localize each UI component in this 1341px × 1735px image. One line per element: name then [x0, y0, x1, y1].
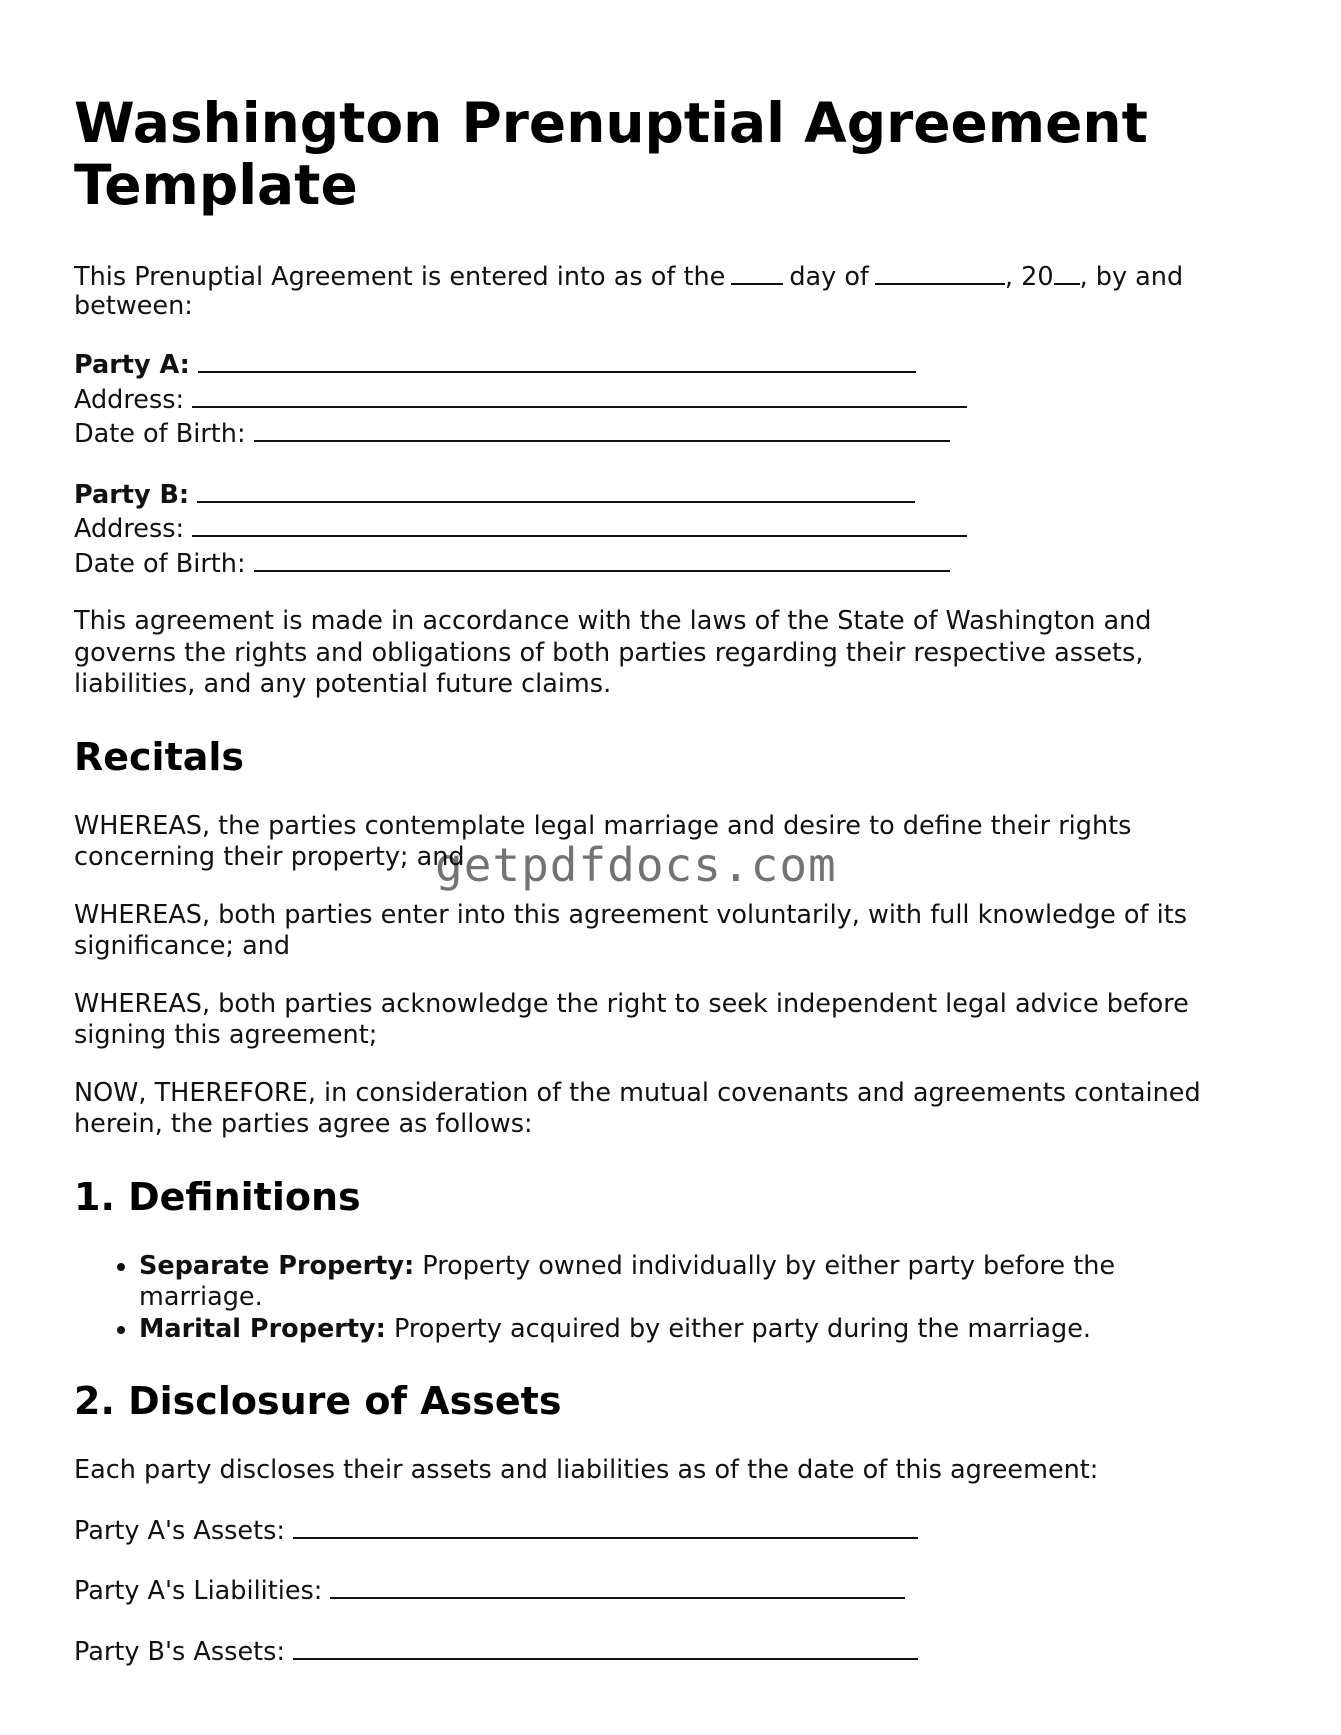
intro-text-3: , 20	[1004, 262, 1054, 292]
watermark-text: getpdfdocs.com	[435, 838, 837, 892]
governing-law-paragraph: This agreement is made in accordance with the laws of the State of Washington and governs the rights and obligations of both parties regarding their respective assets, liabilities, and any potential future claims.	[74, 606, 1152, 699]
party-b-name-blank[interactable]	[197, 477, 915, 503]
party-a-dob-label: Date of Birth:	[74, 419, 246, 449]
party-b-block	[74, 477, 1274, 581]
month-blank[interactable]	[875, 259, 1005, 285]
intro-text-1: This Prenuptial Agreement is entered into as of the	[74, 262, 726, 292]
intro-text-4: , by and	[1079, 262, 1184, 292]
party-b-address-blank[interactable]	[192, 511, 967, 537]
day-blank[interactable]	[731, 259, 783, 285]
party-a-assets-field	[74, 1513, 1274, 1548]
recital-item: WHEREAS, both parties acknowledge the right to seek independent legal advice before signing this agreement;	[74, 988, 1189, 1050]
party-a-liabilities-blank[interactable]	[330, 1573, 905, 1599]
party-b-assets-field	[74, 1634, 1274, 1669]
definitions-list	[74, 1251, 1239, 1346]
party-a-assets-blank[interactable]	[293, 1513, 918, 1539]
recital-item: WHEREAS, the parties contemplate legal marriage and desire to define their rights concerning their property; and	[74, 810, 1132, 872]
intro-text-5: between:	[74, 291, 193, 321]
party-a-liabilities-field	[74, 1573, 1274, 1608]
intro-paragraph	[74, 259, 1274, 321]
party-a-address-label: Address:	[74, 384, 185, 415]
party-b-address-label: Address:	[74, 514, 185, 544]
field-label: Party A's Assets:	[74, 1515, 285, 1546]
year-blank[interactable]	[1054, 259, 1080, 285]
recital-item: WHEREAS, both parties enter into this agreement voluntarily, with full knowledge of its significance; and	[74, 899, 1187, 961]
definition-term: Separate Property:	[139, 1250, 415, 1281]
definitions-heading: 1. Definitions	[74, 1174, 361, 1219]
party-b-label: Party B:	[74, 479, 190, 510]
recitals-heading: Recitals	[74, 734, 245, 779]
disclosure-intro: Each party discloses their assets and liabilities as of the date of this agreement:	[74, 1455, 1099, 1485]
document-title: Washington Prenuptial Agreement Template	[74, 91, 1148, 217]
definition-text: Property owned individually by either party before the marriage.	[139, 1250, 1116, 1312]
definition-item	[139, 1251, 1239, 1314]
document-page	[74, 92, 1274, 1694]
party-b-assets-blank[interactable]	[293, 1634, 918, 1660]
definition-term: Marital Property:	[139, 1313, 386, 1344]
party-b-dob-label: Date of Birth:	[74, 548, 246, 579]
party-a-dob-blank[interactable]	[254, 416, 950, 442]
recital-item: NOW, THEREFORE, in consideration of the mutual covenants and agreements contained herein, the parties agree as follows:	[74, 1077, 1201, 1139]
party-a-block	[74, 347, 1274, 451]
definition-item	[139, 1314, 1239, 1346]
party-a-name-blank[interactable]	[198, 347, 916, 373]
party-b-dob-blank[interactable]	[254, 546, 950, 572]
party-a-label: Party A:	[74, 350, 190, 380]
intro-text-2: day of	[789, 262, 869, 292]
definition-text: Property acquired by either party during the marriage.	[393, 1313, 1092, 1344]
disclosure-heading: 2. Disclosure of Assets	[74, 1379, 562, 1423]
field-label: Party A's Liabilities:	[74, 1576, 323, 1606]
party-a-address-blank[interactable]	[192, 382, 967, 408]
field-label: Party B's Assets:	[74, 1636, 286, 1667]
